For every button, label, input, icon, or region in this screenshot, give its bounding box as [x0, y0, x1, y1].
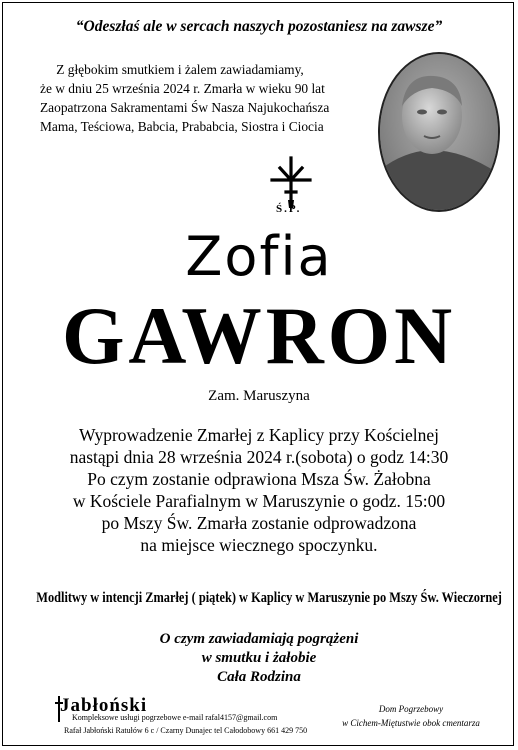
funeral-home-brand: Jabłoński [60, 695, 148, 716]
residence: Zam. Maruszyna [208, 388, 310, 404]
funeral-home-location [316, 702, 506, 730]
location-line: w Cichem-Miętustwie obok cmentarza [342, 718, 480, 728]
last-name: GAWRON [61, 290, 457, 381]
ceremony-details [0, 424, 518, 556]
family-line: w smutku i żałobie [201, 650, 317, 666]
ceremony-line: w Kościele Parafialnym w Maruszynie o godz. 15:00 [72, 491, 446, 511]
notice-line: Zaopatrzona Sakramentami Św Nasza Najukochańsza [40, 100, 330, 115]
funeral-services-contact: Kompleksowe usługi pogrzebowe e-mail rafal4157@gmail.com [72, 713, 278, 722]
notice-line: że w dniu 25 września 2024 r. Zmarła w wieku 90 lat [40, 81, 325, 96]
ceremony-line: nastąpi dnia 28 września 2024 r.(sobota) o godz 14:30 [69, 447, 449, 467]
notice-line: Mama, Teściowa, Babcia, Prababcia, Siostra i Ciocia [40, 119, 324, 134]
ceremony-line: na miejsce wiecznego spoczynku. [140, 535, 378, 555]
family-line: Cała Rodzina [217, 669, 301, 685]
family-signature [0, 630, 518, 687]
death-notice [40, 60, 330, 136]
sp-label: Ś.P. [276, 203, 302, 215]
ceremony-line: Wyprowadzenie Zmarłej z Kaplicy przy Kościelnej [79, 425, 439, 445]
location-line: Dom Pogrzebowy [378, 704, 444, 714]
ceremony-line: po Mszy Św. Zmarła zostanie odprowadzona [101, 513, 417, 533]
funeral-address: Rafał Jabłoński Ratułów 6 c / Czarny Dunajec tel Całodobowy 661 429 750 [64, 726, 308, 735]
first-name: Zofia [185, 225, 333, 288]
portrait-photo [378, 52, 500, 212]
ceremony-line: Po czym zostanie odprawiona Msza Św. Żałobna [87, 469, 431, 489]
prayers-note: Modlitwy w intencji Zmarłej ( piątek) w Kaplicy w Maruszynie po Mszy Św. Wieczornej [36, 590, 502, 606]
motto: “Odeszłaś ale w sercach naszych pozostaniesz na zawsze” [75, 18, 443, 35]
family-line: O czym zawiadamiają pogrążeni [159, 631, 359, 647]
portrait-image [380, 54, 498, 210]
notice-line: Z głębokim smutkiem i żalem zawiadamiamy, [56, 62, 304, 77]
